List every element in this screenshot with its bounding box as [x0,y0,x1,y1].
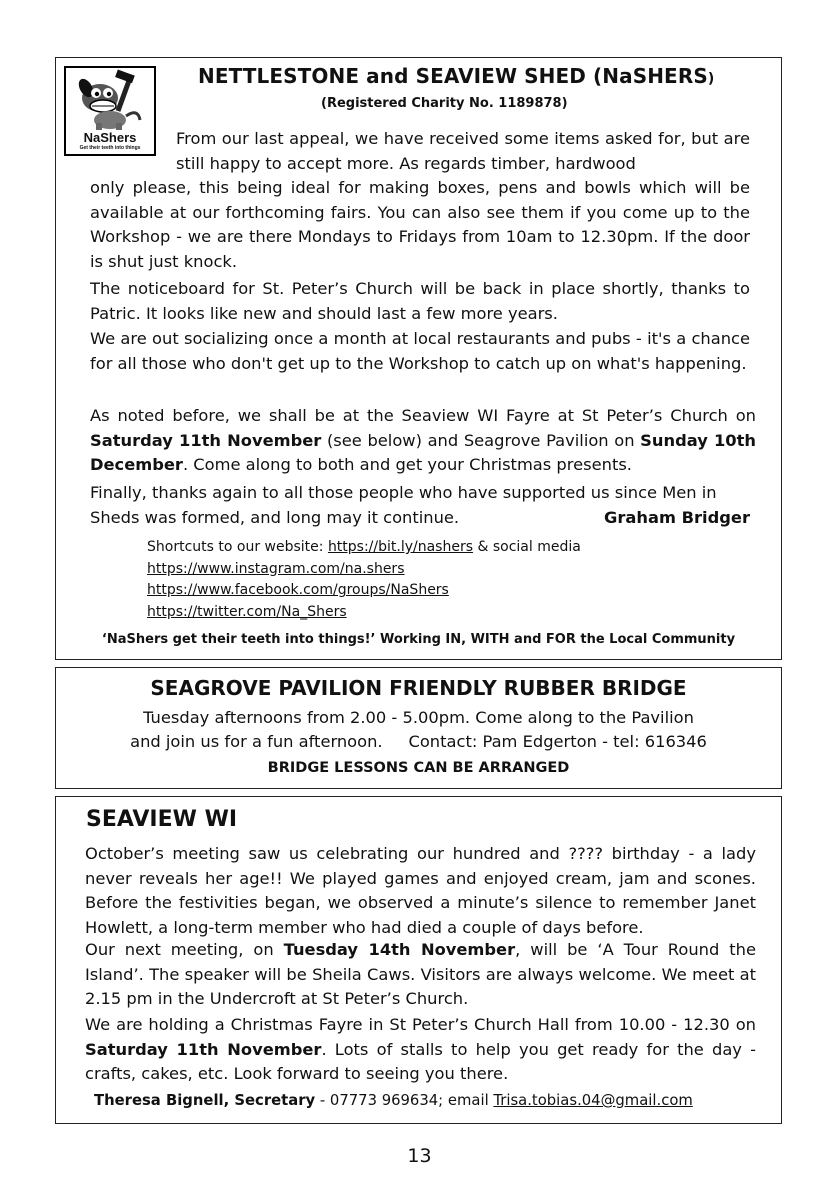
bridge-section [55,667,782,789]
website-links: Shortcuts to our website: https://bit.ly/nashers & social media https://www.instagram.com/na.shers https://www.facebook.com/groups/NaShers https://twitter.com/Na_Shers [147,539,581,620]
bridge-schedule: Tuesday afternoons from 2.00 - 5.00pm. Come along to the Pavilion [143,708,694,727]
instagram-link[interactable]: https://www.instagram.com/na.shers [147,560,405,577]
paragraph-christmas-fayre: We are holding a Christmas Fayre in St Peter’s Church Hall from 10.00 - 12.30 on Saturday 11th November. Lots of stalls to help you get ready for the day - crafts, cakes, etc. Look forward to seeing you there. [85,1015,756,1083]
paragraph-next-meeting: Our next meeting, on Tuesday 14th November, will be ‘A Tour Round the Island’. The speaker will be Sheila Caws. Visitors are always welcome. We meet at 2.15 pm in the Undercroft at St Peter’s Church. [85,940,756,1008]
secretary-contact: Theresa Bignell, Secretary - 07773 969634; email Trisa.tobias.04@gmail.com [94,1092,693,1109]
charity-number: (Registered Charity No. 1189878) [321,96,568,111]
nashers-logo [64,66,156,156]
email-link[interactable]: Trisa.tobias.04@gmail.com [493,1092,693,1109]
logo-tagline: Get their teeth into things [79,145,141,151]
paragraph-noticeboard: The noticeboard for St. Peter’s Church will be back in place shortly, thanks to Patric. It looks like new and should last a few more years. [90,279,750,323]
paragraph-fairs: As noted before, we shall be at the Seaview WI Fayre at St Peter’s Church on Saturday 11th November (see below) and Seagrove Pavilion on Sunday 10th December. Come along to both and get your Christmas presents. [90,406,756,474]
facebook-link[interactable]: https://www.facebook.com/groups/NaShers [147,582,449,598]
paragraph-thanks: Finally, thanks again to all those people who have supported us since Men in Sheds was formed, and long may it continue. Graham Bridger [90,481,750,530]
twitter-link[interactable]: https://twitter.com/Na_Shers [147,603,347,620]
paragraph-appeal-continued: only please, this being ideal for making boxes, pens and bowls which will be available at our forthcoming fairs. You can also see them if you come up to the Workshop - we are there Mondays to Fridays from 10am to 12.30pm. If the door is shut just knock. [90,178,750,271]
section-title: NETTLESTONE and SEAVIEW SHED (NaSHERS) [198,64,715,88]
page-number: 13 [407,1145,432,1167]
paragraph-socializing: We are out socializing once a month at local restaurants and pubs - it's a chance for all those who don't get up to the Workshop to catch up on what's happening. [90,329,750,373]
bridge-lessons: BRIDGE LESSONS CAN BE ARRANGED [267,760,570,776]
section-title: SEAVIEW WI [86,807,238,832]
logo-text: NaShers [66,130,154,145]
slogan: ‘NaShers get their teeth into things!’ Working IN, WITH and FOR the Local Community [101,632,736,647]
section-title: SEAGROVE PAVILION FRIENDLY RUBBER BRIDGE [150,676,687,700]
paragraph-appeal-start: From our last appeal, we have received some items asked for, but are still happy to accept more. As regards timber, hardwood [176,129,750,173]
bridge-contact: and join us for a fun afternoon. Contact: Pam Edgerton - tel: 616346 [130,732,707,751]
author-name: Graham Bridger [604,507,750,527]
nashers-section [55,57,782,660]
paragraph-october-meeting: October’s meeting saw us celebrating our hundred and ???? birthday - a lady never reveals her age!! We played games and enjoyed cream, jam and scones. Before the festivities began, we observed a minute’s silence to remember Janet Howlett, a long-term member who had died a couple of days before. [85,844,756,937]
bitly-link[interactable]: https://bit.ly/nashers [327,539,474,555]
wi-section [55,796,782,1124]
